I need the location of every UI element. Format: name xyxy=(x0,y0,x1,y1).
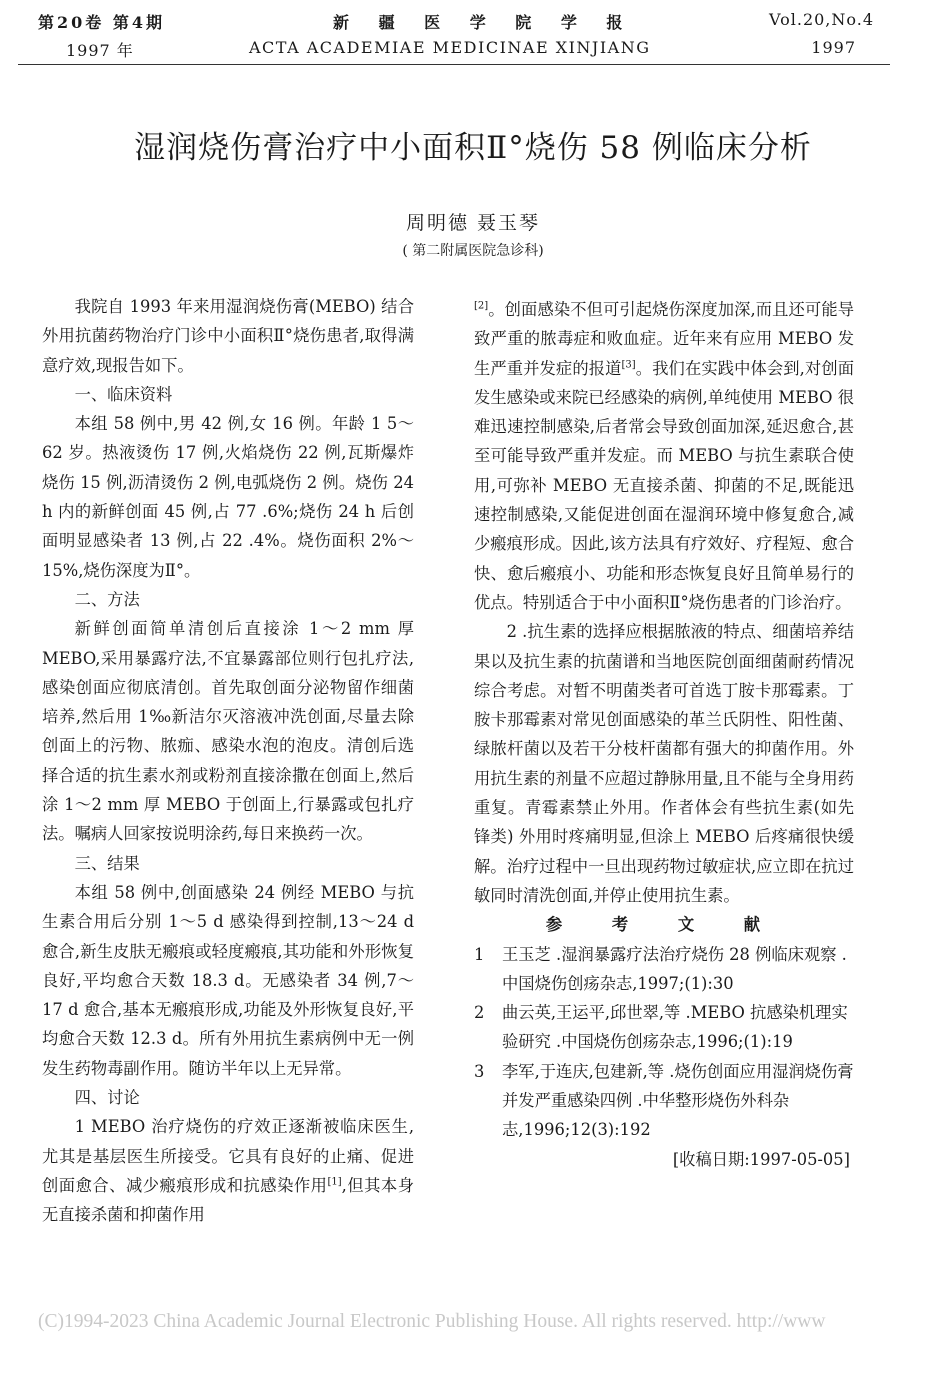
article-affiliation: ( 第二附属医院急诊科) xyxy=(402,243,544,259)
intro-paragraph: 我院自 1993 年来用湿润烧伤膏(MEBO) 结合外用抗菌药物治疗门诊中小面积Ⅱ°烧伤患者,取得满意疗效,现报告如下。 xyxy=(42,297,414,375)
article-authors: 周明德 聂玉琴 xyxy=(405,212,541,234)
header-year-en: 1997 xyxy=(811,38,856,57)
discussion-1-part-c: 。创面感染不但可引起烧伤深度加深,而且还可能导致严重的脓毒症和败血症。近年来有应用 MEBO 发生严重并发症的报道 xyxy=(474,300,854,378)
section-3-text: 本组 58 例中,创面感染 24 例经 MEBO 与抗生素合用后分别 1～5 d 感染得到控制,13～24 d 愈合,新生皮肤无瘢痕或轻度瘢痕,其功能和外形恢复良好,平均愈合天数 18.3 d。无感染者 34 例,7～17 d 愈合,基本无瘢痕形成,功能及外形恢复良好,平均愈合天数 12.3 d。所有外用抗生素病例中无一例发生药物毒副作用。随访半年以上无异常。 xyxy=(42,882,414,1078)
discussion-1-part-d: 。我们在实践中体会到,对创面发生感染或来院已经感染的病例,单纯使用 MEBO 很难迅速控制感染,后者常会导致创面加深,延迟愈合,甚至可能导致严重并发症。而 MEBO 与抗生素联合使用,可弥补 MEBO 无直接杀菌、抑菌的不足,既能迅速控制感染,又能促进创面在湿润环境中修复愈合,减少瘢痕形成。因此,该方法具有疗效好、疗程短、愈合快、愈后瘢痕小、功能和形态恢复良好且简单易行的优点。特别适合于中小面积Ⅱ°烧伤患者的门诊治疗。 xyxy=(474,358,854,612)
section-heading-1: 一、临床资料 xyxy=(74,384,173,404)
reference-number: 3 xyxy=(474,1061,485,1081)
discussion-paragraph-2: 2 .抗生素的选择应根据脓液的特点、细菌培养结果以及抗生素的抗菌谱和当地医院创面细菌耐药情况综合考虑。对暂不明菌类者可首选丁胺卡那霉素。丁胺卡那霉素对常见创面感染的革兰氏阴性、阳性菌、绿脓杆菌以及若干分枝杆菌都有强大的抑菌作用。外用抗生素的剂量不应超过静脉用量,且不能与全身用药重复。青霉素禁止外用。作者体会有些抗生素(如先锋类) 外用时疼痛明显,但涂上 MEBO 后疼痛很快缓解。治疗过程中一旦出现药物过敏症状,应立即在抗过敏同时清洗创面,并停止使用抗生素。 xyxy=(474,622,854,905)
left-column xyxy=(42,292,414,1230)
reference-text: 曲云英,王运平,邱世翠,等 .MEBO 抗感染机理实验研究 .中国烧伤创疡杂志,1996;(1):19 xyxy=(502,1003,848,1052)
citation-3: [3] xyxy=(621,359,636,371)
header-journal-en: ACTA ACADEMIAE MEDICINAE XINJIANG xyxy=(249,38,651,57)
reference-text: 王玉芝 .湿润暴露疗法治疗烧伤 28 例临床观察 .中国烧伤创疡杂志,1997;(1):30 xyxy=(502,944,847,993)
right-column xyxy=(474,295,854,1174)
section-heading-3: 三、结果 xyxy=(74,853,140,873)
received-date: [收稿日期:1997-05-05] xyxy=(672,1149,850,1169)
header-rule xyxy=(18,64,890,65)
section-1-text: 本组 58 例中,男 42 例,女 16 例。年龄 1 5～62 岁。热液烫伤 17 例,火焰烧伤 22 例,瓦斯爆炸烧伤 15 例,沥清烫伤 2 例,电弧烧伤 2 例。烧伤 24 h 内的新鲜创面 45 例,占 77 .6%;烧伤 24 h 后创面明显感染者 13 例,占 22 .4%。烧伤面积 2%～15%,烧伤深度为Ⅱ°。 xyxy=(42,414,414,580)
header-year-cn: 1997 年 xyxy=(66,41,134,60)
header-volume-issue-en: Vol.20,No.4 xyxy=(769,10,874,29)
reference-item xyxy=(474,1057,854,1145)
article-title: 湿润烧伤膏治疗中小面积Ⅱ°烧伤 58 例临床分析 xyxy=(134,130,812,166)
discussion-paragraph-1 xyxy=(42,1112,414,1229)
citation-1: [1] xyxy=(327,1176,342,1188)
references-title: 参 考 文 献 xyxy=(545,915,783,935)
reference-item xyxy=(474,940,854,999)
reference-number: 2 xyxy=(474,1003,485,1023)
reference-item xyxy=(474,998,854,1057)
copyright-footer: (C)1994-2023 China Academic Journal Electronic Publishing House. All rights reserved. http://www xyxy=(38,1311,826,1332)
header-journal-cn: 新 疆 医 学 院 学 报 xyxy=(333,13,635,32)
section-heading-4: 四、讨论 xyxy=(74,1088,140,1108)
header-volume-issue-cn: 第20卷 第4期 xyxy=(38,13,165,32)
citation-2: [2] xyxy=(474,300,489,312)
reference-text: 李军,于连庆,包建新,等 .烧伤创面应用湿润烧伤膏并发严重感染四例 .中华整形烧伤外科杂志,1996;12(3):192 xyxy=(502,1061,854,1140)
discussion-1-part-b: ,但其本身无直接杀菌和抑菌作用 xyxy=(42,1175,414,1225)
section-heading-2: 二、方法 xyxy=(74,589,140,609)
discussion-paragraph-1-continued xyxy=(474,295,854,617)
section-2-text: 新鲜创面简单清创后直接涂 1～2 mm 厚 MEBO,采用暴露疗法,不宜暴露部位则行包扎疗法,感染创面应彻底清创。首先取创面分泌物留作细菌培养,然后用 1‰新洁尔灭溶液冲洗创面,尽量去除创面上的污物、脓痂、感染水泡的泡皮。清创后选择合适的抗生素水剂或粉剂直接涂撒在创面上,然后涂 1～2 mm 厚 MEBO 于创面上,行暴露或包扎疗法。嘱病人回家按说明涂药,每日来换药一次。 xyxy=(42,619,414,844)
discussion-1-part-a: 1 MEBO 治疗烧伤的疗效正逐渐被临床医生,尤其是基层医生所接受。它具有良好的止痛、促进创面愈合、减少瘢痕形成和抗感染作用 xyxy=(42,1117,414,1195)
reference-number: 1 xyxy=(474,944,485,964)
